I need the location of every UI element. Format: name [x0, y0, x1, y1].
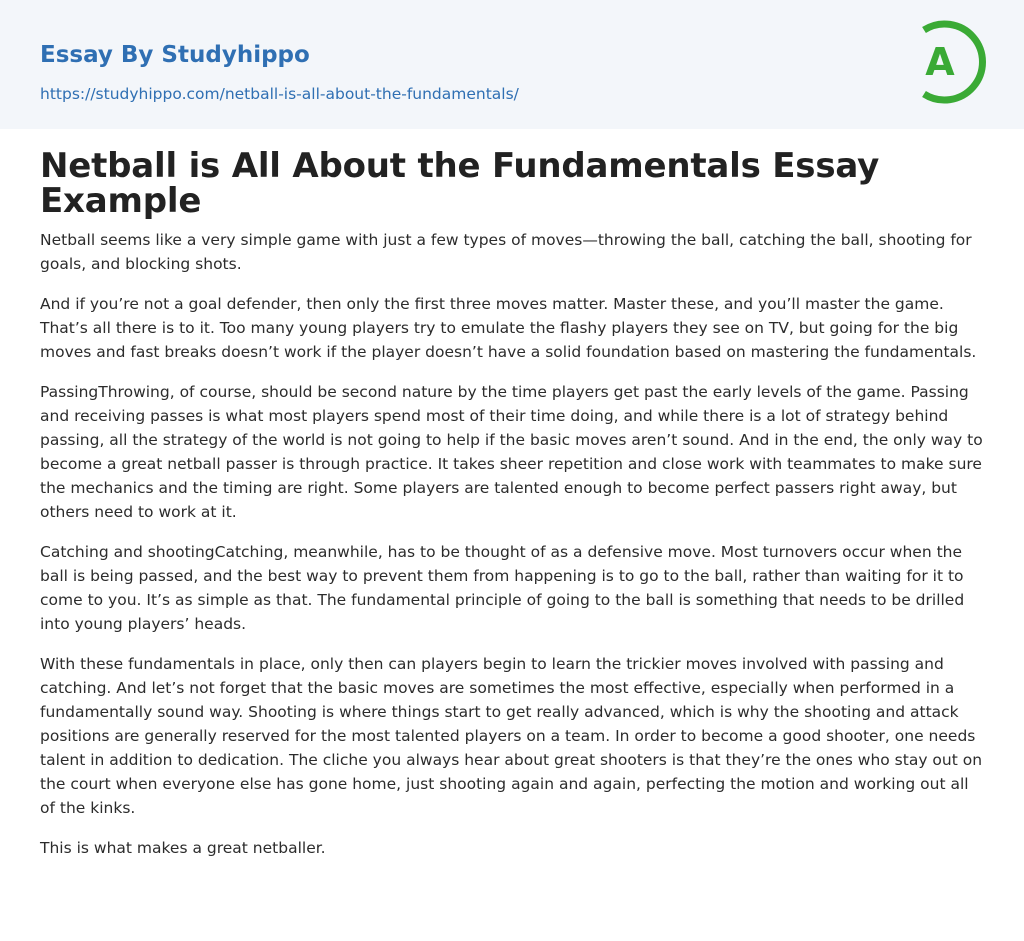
paragraph: And if you’re not a goal defender, then only the first three moves matter. Master these, and you’ll master the game. That’s all there is to it. Too many young players try to emulate the flashy players they see on TV, but going for the big moves and fast breaks doesn’t work if the player doesn’t have a solid foundation based on mastering the fundamentals. [40, 295, 977, 361]
site-brand[interactable]: Essay By Studyhippo [40, 42, 310, 68]
paragraph: This is what makes a great netballer. [40, 839, 326, 857]
logo-letter: A [925, 40, 955, 84]
paragraph: PassingThrowing, of course, should be second nature by the time players get past the early levels of the game. Passing and receiving passes is what most players spend most of their time doing, and while there is a lot of strategy behind passing, all the strategy of the world is not going to help if the basic moves aren’t sound. And in the end, the only way to become a great netball passer is through practice. It takes sheer repetition and close work with teammates to make sure the mechanics and the timing are right. Some players are talented enough to become perfect passers right away, but others need to work at it. [40, 383, 983, 521]
paragraph: Netball seems like a very simple game with just a few types of moves—throwing the ball, catching the ball, shooting for goals, and blocking shots. [40, 231, 972, 273]
source-url-link[interactable]: https://studyhippo.com/netball-is-all-about-the-fundamentals/ [40, 85, 519, 103]
studyhippo-logo-icon[interactable] [898, 18, 986, 106]
page-title: Netball is All About the Fundamentals Essay Example [40, 146, 880, 221]
site-header [0, 0, 1024, 129]
paragraph: With these fundamentals in place, only then can players begin to learn the trickier moves involved with passing and catching. And let’s not forget that the basic moves are sometimes the most effective, especially when performed in a fundamentally sound way. Shooting is where things start to get really advanced, which is why the shooting and attack positions are generally reserved for the most talented players on a team. In order to become a good shooter, one needs talent in addition to dedication. The cliche you always hear about great shooters is that they’re the ones who stay out on the court when everyone else has gone home, just shooting again and again, perfecting the motion and working out all of the kinks. [40, 655, 983, 817]
essay-body [40, 228, 986, 876]
paragraph: Catching and shootingCatching, meanwhile, has to be thought of as a defensive move. Most turnovers occur when the ball is being passed, and the best way to prevent them from happening is to go to the ball, rather than waiting for it to come to you. It’s as simple as that. The fundamental principle of going to the ball is something that needs to be drilled into young players’ heads. [40, 543, 965, 633]
